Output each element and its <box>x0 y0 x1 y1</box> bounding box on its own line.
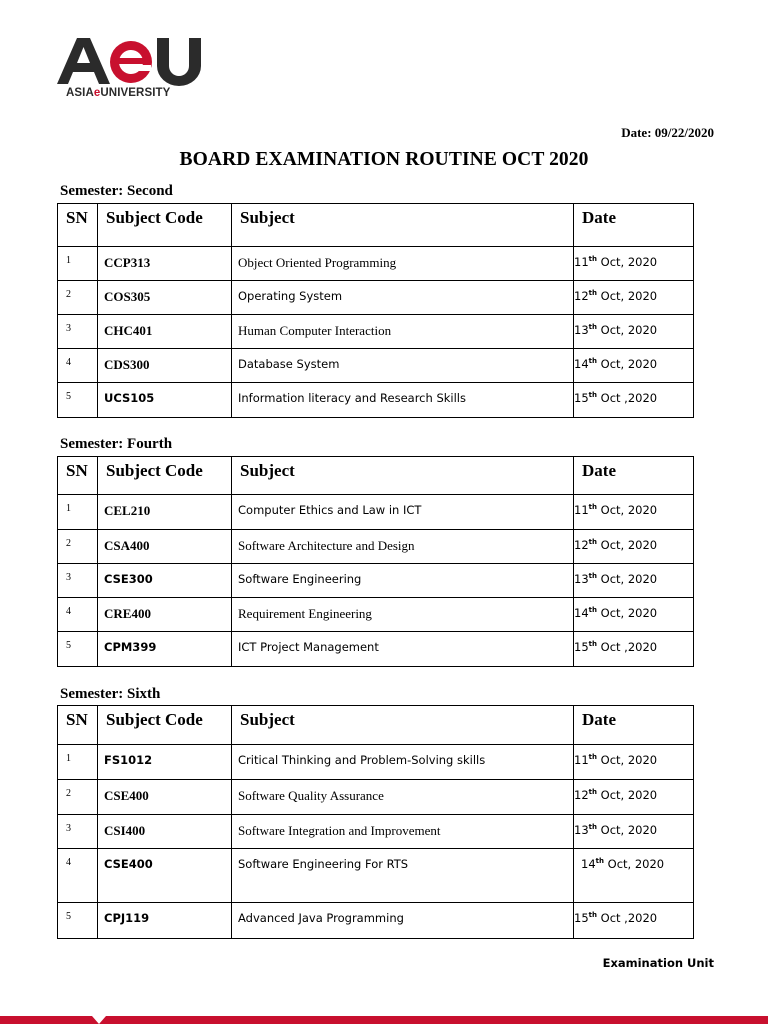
header-date: Date <box>574 457 694 495</box>
cell-date: 11th Oct, 2020 <box>574 745 694 780</box>
header-subject-code: Subject Code <box>98 204 232 247</box>
header-sn: SN <box>58 706 98 745</box>
cell-sn: 3 <box>58 564 98 598</box>
cell-subject: Human Computer Interaction <box>232 315 574 349</box>
cell-sn: 5 <box>58 903 98 939</box>
cell-sn: 4 <box>58 349 98 383</box>
table-row <box>58 281 694 315</box>
header-subject: Subject <box>232 457 574 495</box>
cell-date: 11th Oct, 2020 <box>574 495 694 530</box>
header-date: Date <box>574 706 694 745</box>
cell-date: 12th Oct, 2020 <box>574 530 694 564</box>
university-logo <box>57 36 202 106</box>
cell-sn: 4 <box>58 598 98 632</box>
table-row <box>58 315 694 349</box>
cell-date: 14th Oct, 2020 <box>574 349 694 383</box>
document-date: Date: 09/22/2020 <box>621 125 714 140</box>
cell-code: CRE400 <box>98 598 232 632</box>
cell-sn: 1 <box>58 495 98 530</box>
cell-subject: ICT Project Management <box>232 632 574 667</box>
cell-sn: 3 <box>58 315 98 349</box>
page-title: BOARD EXAMINATION ROUTINE OCT 2020 <box>179 149 589 170</box>
cell-subject: Information literacy and Research Skills <box>232 383 574 418</box>
table-row <box>58 349 694 383</box>
header-subject: Subject <box>232 204 574 247</box>
cell-sn: 2 <box>58 780 98 815</box>
header-sn: SN <box>58 457 98 495</box>
cell-code: CHC401 <box>98 315 232 349</box>
cell-code: CPJ119 <box>98 903 232 939</box>
table-row <box>58 383 694 418</box>
cell-subject: Software Integration and Improvement <box>232 815 574 849</box>
cell-sn: 1 <box>58 745 98 780</box>
cell-date: 12th Oct, 2020 <box>574 281 694 315</box>
cell-sn: 5 <box>58 632 98 667</box>
cell-code: CSE300 <box>98 564 232 598</box>
cell-subject: Requirement Engineering <box>232 598 574 632</box>
cell-sn: 2 <box>58 530 98 564</box>
footer-bar-notch <box>92 1016 106 1024</box>
cell-code: CEL210 <box>98 495 232 530</box>
cell-date: 15th Oct ,2020 <box>574 903 694 939</box>
table-row <box>58 903 694 939</box>
header-subject: Subject <box>232 706 574 745</box>
cell-subject: Database System <box>232 349 574 383</box>
header-date: Date <box>574 204 694 247</box>
table-row <box>58 495 694 530</box>
cell-sn: 5 <box>58 383 98 418</box>
cell-subject: Software Engineering <box>232 564 574 598</box>
cell-code: CSI400 <box>98 815 232 849</box>
cell-subject: Software Quality Assurance <box>232 780 574 815</box>
cell-date: 13th Oct, 2020 <box>574 315 694 349</box>
table-row <box>58 247 694 281</box>
routine-table-second <box>57 203 694 418</box>
cell-subject: Object Oriented Programming <box>232 247 574 281</box>
header-subject-code: Subject Code <box>98 706 232 745</box>
table-row <box>58 815 694 849</box>
cell-subject: Advanced Java Programming <box>232 903 574 939</box>
cell-subject: Computer Ethics and Law in ICT <box>232 495 574 530</box>
table-row <box>58 530 694 564</box>
cell-code: CSE400 <box>98 849 232 903</box>
footer-brand-bar <box>0 1016 768 1024</box>
cell-date: 11th Oct, 2020 <box>574 247 694 281</box>
cell-code: CCP313 <box>98 247 232 281</box>
cell-subject: Software Architecture and Design <box>232 530 574 564</box>
cell-date: 14th Oct, 2020 <box>574 849 694 903</box>
cell-sn: 1 <box>58 247 98 281</box>
semester-label-sixth: Semester: Sixth <box>60 686 161 702</box>
logo-wordmark: ASIAeUNIVERSITY <box>66 87 171 99</box>
cell-date: 13th Oct, 2020 <box>574 564 694 598</box>
cell-subject: Software Engineering For RTS <box>232 849 574 903</box>
table-row <box>58 564 694 598</box>
routine-table-fourth <box>57 456 694 667</box>
cell-date: 15th Oct ,2020 <box>574 632 694 667</box>
cell-code: CSE400 <box>98 780 232 815</box>
table-row <box>58 598 694 632</box>
cell-code: CPM399 <box>98 632 232 667</box>
cell-code: COS305 <box>98 281 232 315</box>
cell-sn: 2 <box>58 281 98 315</box>
semester-label-fourth: Semester: Fourth <box>60 436 173 452</box>
cell-sn: 4 <box>58 849 98 903</box>
cell-date: 14th Oct, 2020 <box>574 598 694 632</box>
cell-subject: Critical Thinking and Problem-Solving skills <box>232 745 574 780</box>
table-row <box>58 849 694 903</box>
cell-subject: Operating System <box>232 281 574 315</box>
footer-examination-unit: Examination Unit <box>602 956 714 970</box>
table-row <box>58 780 694 815</box>
cell-date: 12th Oct, 2020 <box>574 780 694 815</box>
table-row <box>58 745 694 780</box>
cell-code: CDS300 <box>98 349 232 383</box>
header-subject-code: Subject Code <box>98 457 232 495</box>
semester-label-second: Semester: Second <box>60 183 173 199</box>
cell-code: FS1012 <box>98 745 232 780</box>
cell-date: 13th Oct, 2020 <box>574 815 694 849</box>
cell-date: 15th Oct ,2020 <box>574 383 694 418</box>
table-row <box>58 632 694 667</box>
header-sn: SN <box>58 204 98 247</box>
cell-code: CSA400 <box>98 530 232 564</box>
cell-sn: 3 <box>58 815 98 849</box>
cell-code: UCS105 <box>98 383 232 418</box>
aeu-logo-mark-icon <box>57 36 202 86</box>
routine-table-sixth <box>57 705 694 939</box>
